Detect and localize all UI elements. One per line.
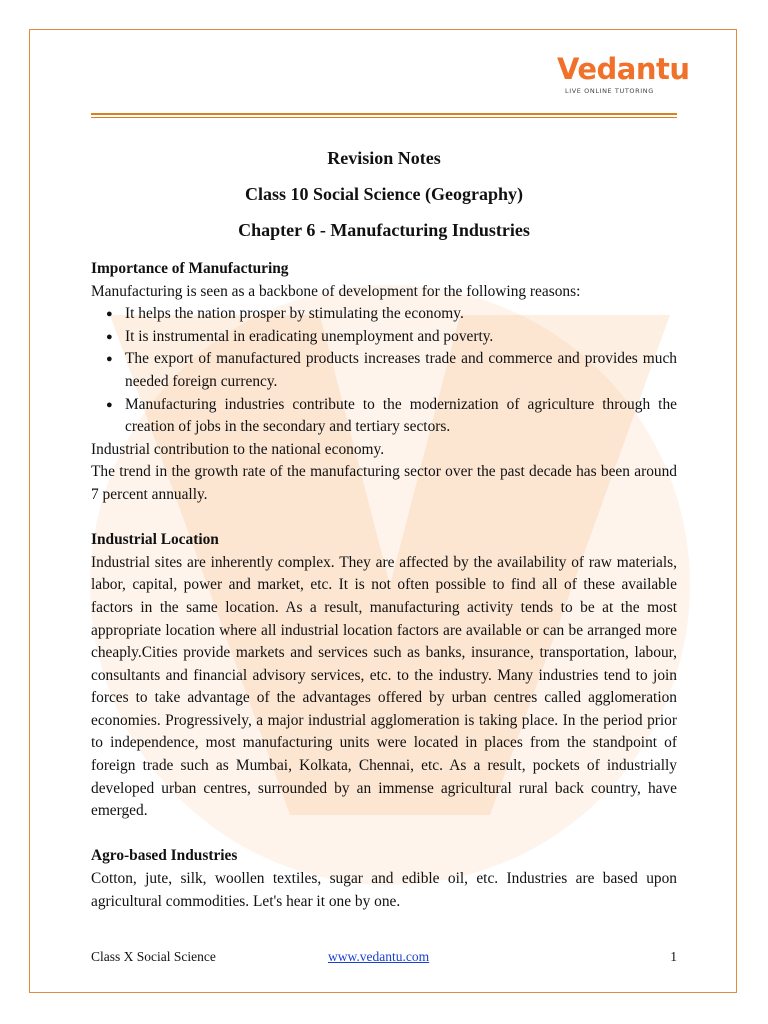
section-heading-location: Industrial Location — [91, 531, 219, 549]
vedantu-logo[interactable] — [557, 52, 690, 102]
importance-note-growth: The trend in the growth rate of the manufacturing sector over the past decade has been around 7 percent annually. — [91, 463, 677, 503]
section-heading-agro: Agro-based Industries — [91, 847, 238, 865]
footer-website-link[interactable]: www.vedantu.com — [328, 949, 430, 964]
importance-note-contribution: Industrial contribution to the national economy. — [91, 440, 385, 458]
list-item: ● It helps the nation prosper by stimulating the economy. — [91, 303, 677, 326]
list-item: ● It is instrumental in eradicating unemployment and poverty. — [91, 326, 677, 349]
chapter-title: Chapter 6 - Manufacturing Industries — [238, 220, 530, 240]
importance-intro: Manufacturing is seen as a backbone of development for the following reasons: — [91, 282, 581, 300]
logo-wordmark: Vedantu — [557, 52, 690, 86]
agro-paragraph: Cotton, jute, silk, woollen textiles, sugar and edible oil, etc. Industries are based upon agricultural commodities. Let's hear it one by one. — [91, 870, 677, 910]
doc-title: Revision Notes — [327, 148, 441, 168]
location-paragraph: Industrial sites are inherently complex. They are affected by the availability of raw materials, labor, capital, power and market, etc. It is not often possible to find all of these available factors in the same location. As a result, manufacturing activity tends to be at the most appropriate location where all industrial location factors are available or can be arranged more cheaply.Cities provide markets and services such as banks, insurance, transportation, labour, consultants and financial advisory services, etc. to the industry. Many industries tend to join forces to take advantage of the advantages offered by urban centres called agglomeration economies. Progressively, a major industrial agglomeration is taking place. In the period prior to independence, most manufacturing units were located in places from the standpoint of foreign trade such as Mumbai, Kolkata, Chennai, etc. As a result, pockets of industrially developed urban centres, surrounded by an immense agricultural rural back country, have emerged. — [91, 553, 677, 820]
doc-subtitle: Class 10 Social Science (Geography) — [245, 184, 523, 204]
logo-tagline: LIVE ONLINE TUTORING — [565, 87, 654, 95]
list-item: ● Manufacturing industries contribute to the modernization of agriculture through the creation of jobs in the secondary and tertiary sectors. — [91, 394, 677, 439]
list-item: ● The export of manufactured products increases trade and commerce and provides much needed foreign currency. — [91, 348, 677, 393]
document-titles — [91, 140, 677, 248]
importance-bullet-list — [91, 303, 677, 439]
page-number: 1 — [670, 949, 677, 964]
footer-course-label: Class X Social Science — [91, 949, 216, 964]
section-heading-importance: Importance of Manufacturing — [91, 260, 289, 277]
header-divider — [91, 113, 677, 118]
document-body — [91, 258, 677, 913]
